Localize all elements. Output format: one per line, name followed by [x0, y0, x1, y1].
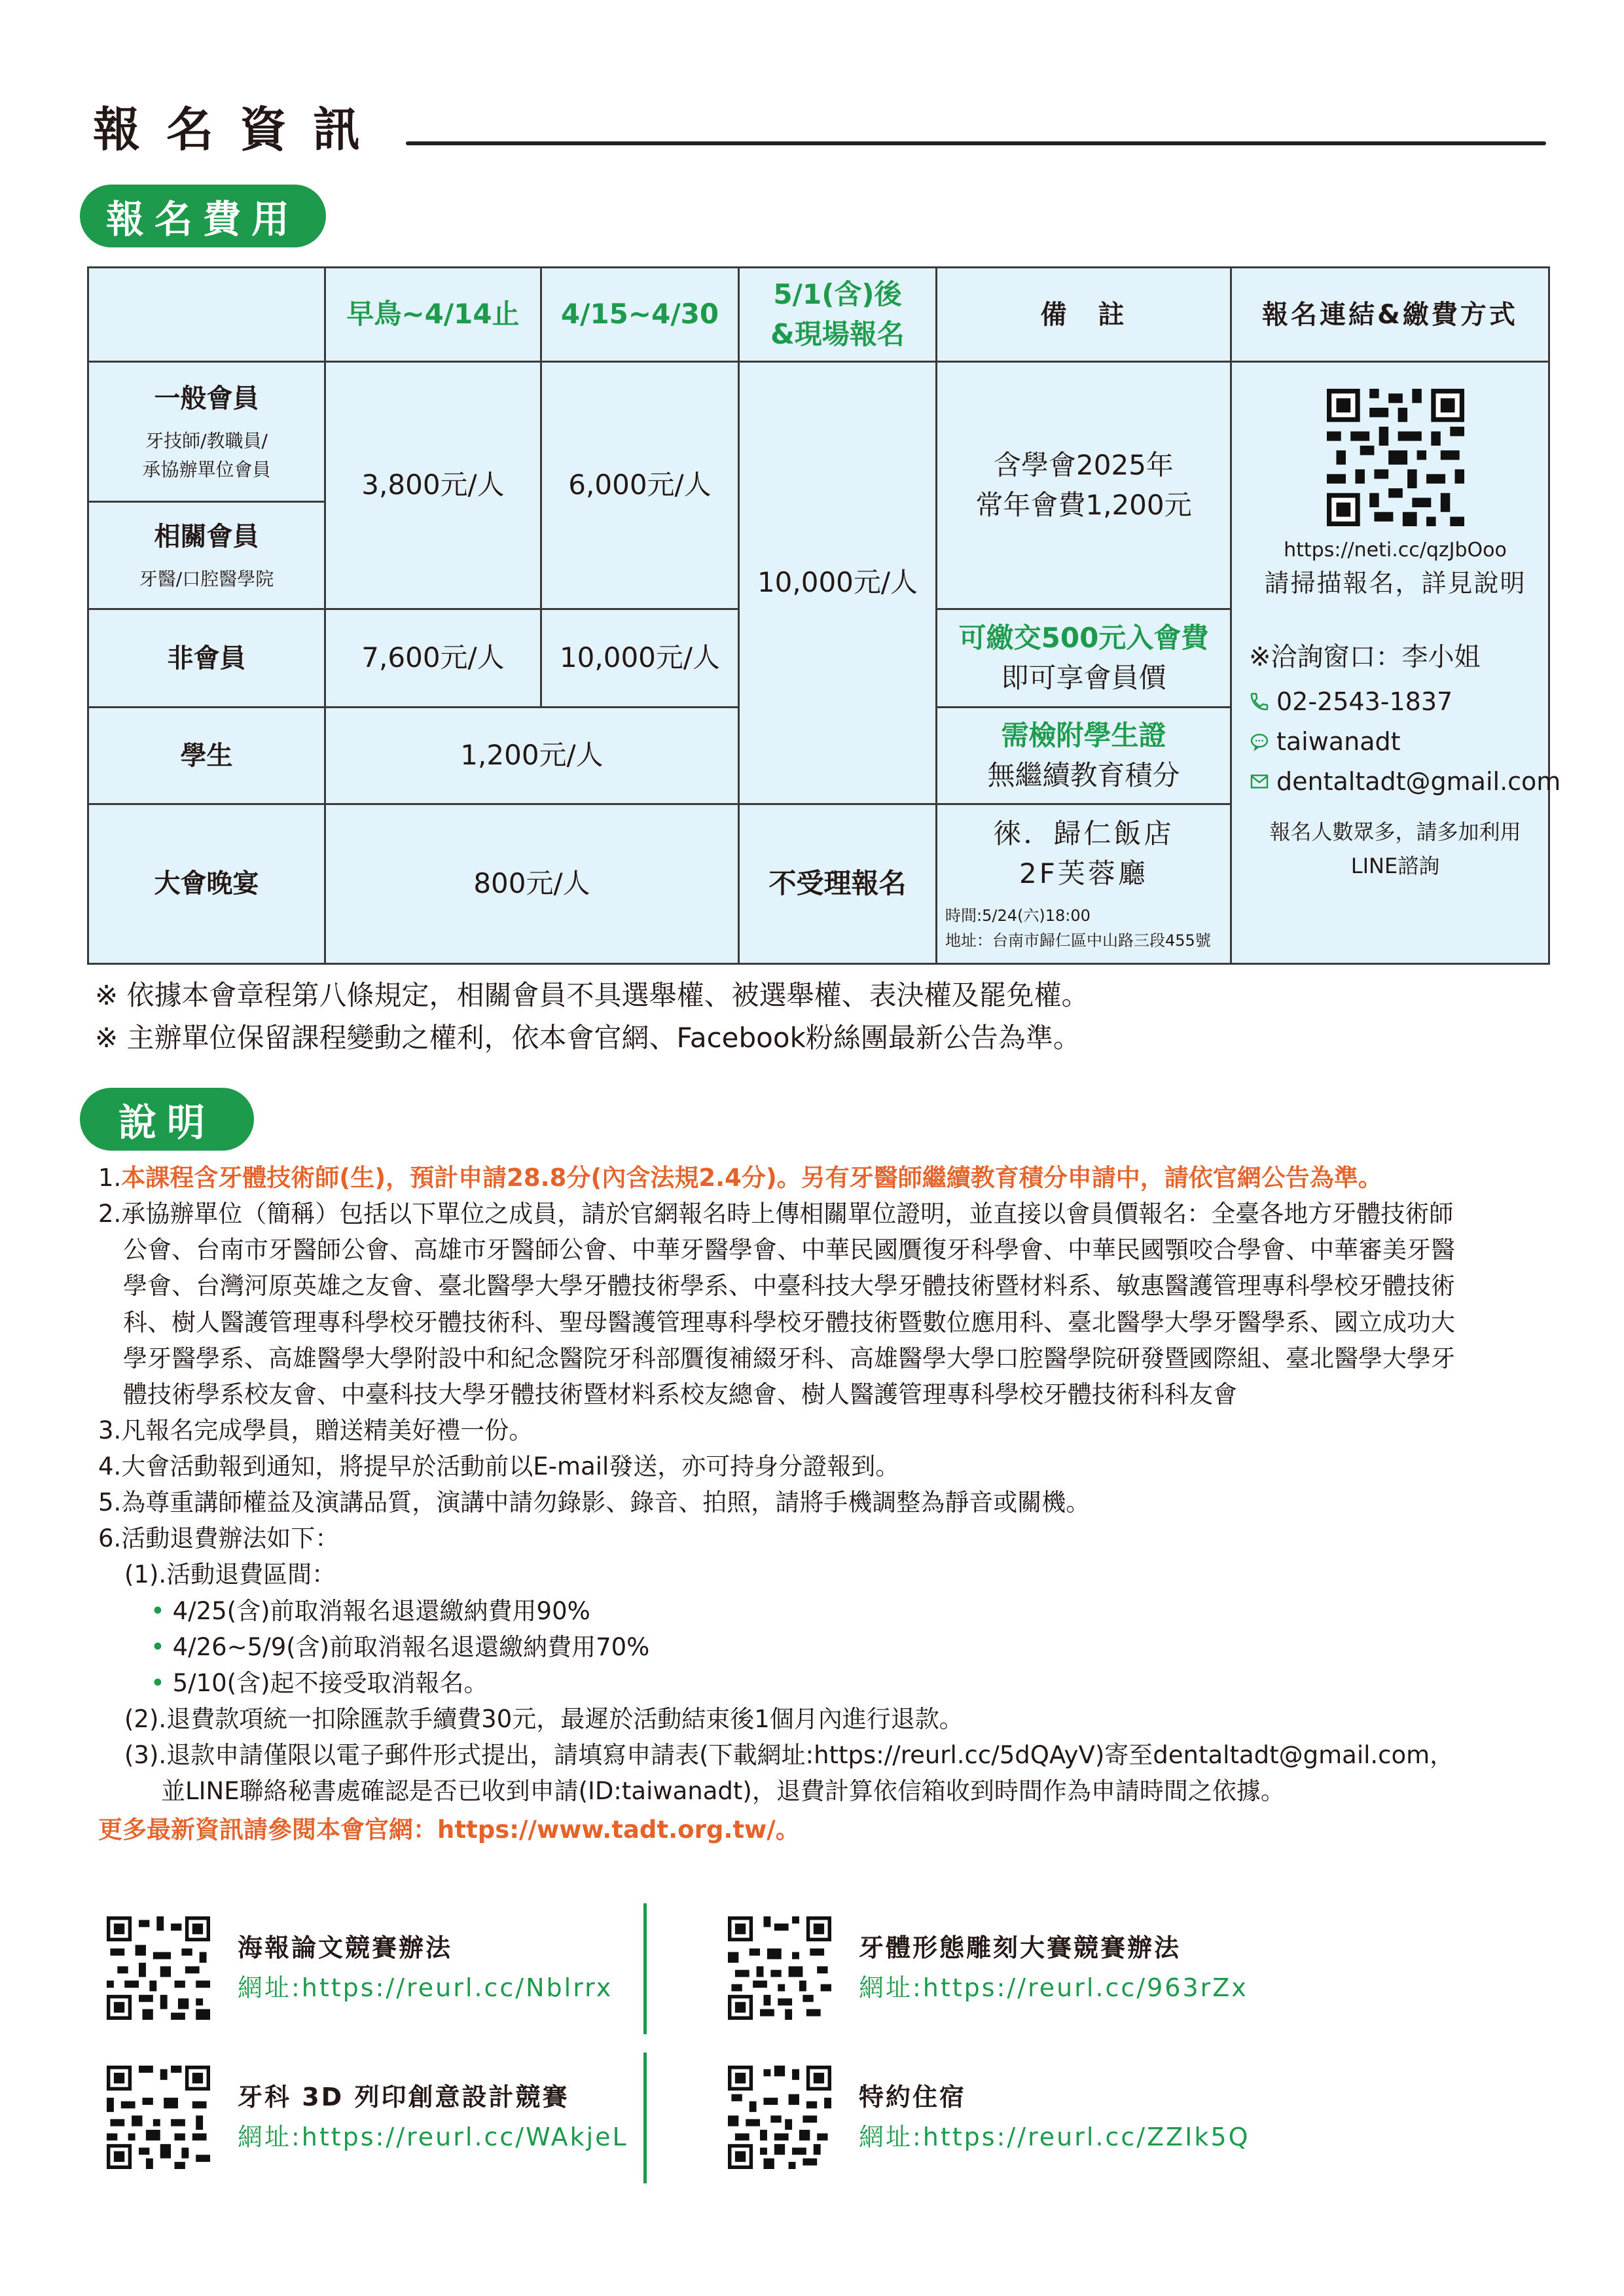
desc-item-2-cont: 公會、台南市牙醫師公會、高雄市牙醫師公會、中華牙醫學會、中華民國贋復牙科學會、中華民國顎咬合學會、中華審美牙醫 [123, 1236, 1455, 1265]
desc-item-2-cont: 體技術學系校友會、中臺科技大學牙體技術暨材料系校友總會、樹人醫護管理專科學校牙體技術科科友會 [123, 1380, 1237, 1408]
banquet-remark [937, 804, 1231, 964]
student-remark-highlight: 需檢附學生證 [1001, 719, 1166, 751]
header-mid: 4/15~4/30 [541, 268, 739, 362]
desc-item-6-3-cont: 並LINE聯絡秘書處確認是否已收到申請(ID:taiwanadt)，退費計算依信箱收到時間作為申請時間之依據。 [161, 1777, 1285, 1806]
fee-table [87, 266, 1561, 965]
banquet-venue: 徠．歸仁飯店 [993, 817, 1174, 850]
banquet-hall: 2F芙蓉廳 [1019, 857, 1148, 889]
banquet-label-text: 大會晚宴 [154, 869, 259, 899]
description-list [98, 1160, 1538, 1848]
desc-item-2: 2.承協辦單位（簡稱）包括以下單位之成員，請於官網報名時上傳相關單位證明，並直接以會員價報名：全臺各地方牙體技術師 [98, 1200, 1454, 1229]
desc-item-1-num: 1. [98, 1164, 122, 1192]
desc-item-6-2: (2).退費款項統一扣除匯款手續費30元，最遲於活動結束後1個月內進行退款。 [124, 1704, 964, 1733]
qr-code-icon [107, 1916, 210, 2020]
desc-item-1-text: 本課程含牙體技術師(生)，預計申請28.8分(內含法規2.4分)。另有牙醫師繼續教育積分申請中，請依官網公告為準。 [121, 1164, 1382, 1192]
link-url[interactable]: 網址:https://reurl.cc/Nblrrx [238, 1973, 613, 2002]
nonmember-label [88, 609, 325, 708]
vertical-separator [643, 1903, 647, 2034]
register-note-line2: LINE諮詢 [1350, 853, 1440, 878]
student-label [88, 708, 325, 804]
register-cell [1231, 362, 1561, 964]
banquet-label [88, 804, 325, 964]
header-remarks: 備 註 [937, 268, 1231, 362]
member-mid-price: 6,000元/人 [541, 362, 739, 609]
qr-code-icon[interactable] [1327, 389, 1464, 526]
general-member-cell [88, 362, 325, 502]
section-heading-desc: 說明 [80, 1088, 254, 1151]
contact-window: ※洽詢窗口：李小姐 [1249, 642, 1481, 672]
nonmember-label-text: 非會員 [167, 643, 246, 673]
desc-item-4: 4.大會活動報到通知，將提早於活動前以E-mail發送，亦可持身分證報到。 [98, 1452, 900, 1480]
desc-item-5: 5.為尊重講師權益及演講品質，演講中請勿錄影、錄音、拍照，請將手機調整為靜音或關機。 [98, 1488, 1091, 1517]
member-remark [937, 362, 1231, 609]
link-title: 牙科 3D 列印創意設計競賽 [238, 2083, 569, 2112]
related-member-label: 相關會員 [154, 521, 259, 552]
register-note-line1: 報名人數眾多，請多加利用 [1269, 819, 1521, 845]
header-early: 早鳥~4/14止 [325, 268, 541, 362]
link-url[interactable]: 網址:https://reurl.cc/WAkjeL [238, 2123, 628, 2151]
banquet-late: 不受理報名 [739, 804, 937, 964]
desc-item-2-cont: 科、樹人醫護管理專科學校牙體技術科、聖母醫護管理專科學校牙體技術暨數位應用科、臺北醫學大學牙醫學系、國立成功大 [123, 1308, 1455, 1336]
general-member-label: 一般會員 [154, 384, 259, 414]
link-title: 海報論文競賽辦法 [238, 1933, 453, 1963]
qr-code-icon [728, 2066, 831, 2169]
vertical-separator [643, 2053, 647, 2183]
nonmember-remark-text: 即可享會員價 [1001, 661, 1166, 694]
title-rule [406, 141, 1546, 145]
table-note: ※ 主辦單位保留課程變動之權利，依本會官網、Facebook粉絲團最新公告為準。 [95, 1022, 1081, 1054]
register-url[interactable]: https://neti.cc/qzJbOoo [1284, 539, 1507, 562]
link-title: 牙體形態雕刻大賽競賽辦法 [859, 1933, 1182, 1963]
contact-phone[interactable]: 02-2543-1837 [1276, 687, 1453, 716]
banquet-time: 時間:5/24(六)18:00 [945, 906, 1091, 925]
contact-line-id[interactable]: taiwanadt [1276, 726, 1401, 756]
desc-item-1 [98, 1160, 1538, 1196]
student-remark-text: 無繼續教育積分 [987, 759, 1180, 791]
desc-item-3: 3.凡報名完成學員，贈送精美好禮一份。 [98, 1416, 533, 1444]
line-chat-icon [1249, 731, 1270, 752]
contact-phone-row [1249, 682, 1542, 722]
nonmember-mid-price: 10,000元/人 [541, 609, 739, 708]
bullet-dot: • [151, 1632, 165, 1661]
desc-item-2-cont: 學牙醫學系、高雄醫學大學附設中和紀念醫院牙科部贋復補綴牙科、高雄醫學大學口腔醫學院研發暨國際組、臺北醫學大學牙 [123, 1344, 1455, 1372]
bullet-dot: • [151, 1596, 165, 1625]
banquet-price: 800元/人 [325, 804, 739, 964]
nonmember-early-price: 7,600元/人 [325, 609, 541, 708]
member-remark-line2: 常年會費1,200元 [975, 488, 1192, 521]
related-member-cell [88, 502, 325, 609]
student-price: 1,200元/人 [325, 708, 739, 804]
link-block-poster[interactable] [107, 1916, 613, 2020]
student-remark [937, 708, 1231, 804]
general-member-sub2: 承協辦單位會員 [142, 458, 271, 480]
link-block-3d-print[interactable] [107, 2066, 628, 2169]
contact-email-row [1249, 762, 1561, 802]
table-note: ※ 依據本會章程第八條規定，相關會員不具選舉權、被選舉權、表決權及罷免權。 [95, 979, 1089, 1011]
refund-bullet [98, 1665, 1538, 1701]
link-url[interactable]: 網址:https://reurl.cc/963rZx [859, 1973, 1248, 2002]
general-member-sub1: 牙技師/教職員/ [145, 430, 268, 452]
student-label-text: 學生 [180, 740, 233, 771]
desc-item-6-3: (3).退款申請僅限以電子郵件形式提出，請填寫申請表(下載網址:https://reurl.cc/5dQAyV)寄至dentaltadt@gmail.com， [124, 1741, 1454, 1769]
header-register: 報名連結&繳費方式 [1231, 268, 1549, 362]
refund-bullet [98, 1593, 1538, 1629]
member-remark-line1: 含學會2025年 [994, 448, 1174, 481]
banquet-address: 地址：台南市歸仁區中山路三段455號 [945, 931, 1211, 950]
desc-item-6-1: (1).活動退費區間： [124, 1560, 336, 1589]
header-blank [88, 268, 325, 362]
desc-item-6: 6.活動退費辦法如下： [98, 1524, 340, 1553]
refund-bullet [98, 1629, 1538, 1665]
mail-icon [1249, 771, 1270, 792]
late-price: 10,000元/人 [739, 362, 937, 804]
qr-code-icon [728, 1916, 831, 2020]
nonmember-remark-highlight: 可繳交500元入會費 [958, 621, 1209, 654]
header-late [739, 268, 937, 362]
link-block-carving[interactable] [728, 1916, 1248, 2020]
section-heading-fee: 報名費用 [80, 185, 326, 247]
header-late-line1: 5/1(含)後 [773, 278, 902, 310]
refund-bullet-text: 5/10(含)起不接受取消報名。 [172, 1668, 488, 1697]
member-early-price: 3,800元/人 [325, 362, 541, 609]
related-member-sub: 牙醫/口腔醫學院 [139, 567, 274, 590]
page-title: 報名資訊 [93, 102, 387, 157]
contact-email[interactable]: dentaltadt@gmail.com [1276, 766, 1561, 796]
bullet-dot: • [151, 1668, 165, 1697]
desc-item-2-cont: 學會、台灣河原英雄之友會、臺北醫學大學牙體技術學系、中臺科技大學牙體技術暨材料系、敏惠醫護管理專科學校牙體技術 [123, 1272, 1455, 1300]
qr-code-icon [107, 2066, 210, 2169]
phone-icon [1249, 691, 1270, 712]
header-late-line2: &現場報名 [770, 317, 905, 350]
link-block-hotel[interactable] [728, 2066, 1250, 2169]
refund-bullet-text: 4/26~5/9(含)前取消報名退還繳納費用70% [172, 1632, 650, 1661]
link-url[interactable]: 網址:https://reurl.cc/ZZIk5Q [859, 2123, 1250, 2151]
refund-bullet-text: 4/25(含)前取消報名退還繳納費用90% [172, 1596, 590, 1625]
more-info-link[interactable]: 更多最新資訊請參閱本會官網：https://www.tadt.org.tw/。 [98, 1816, 800, 1844]
nonmember-remark [937, 609, 1231, 708]
table-notes [95, 974, 1089, 1059]
contact-line-row [1249, 722, 1542, 762]
register-scan-text: 請掃描報名，詳見說明 [1264, 569, 1526, 598]
link-title: 特約住宿 [859, 2083, 967, 2112]
